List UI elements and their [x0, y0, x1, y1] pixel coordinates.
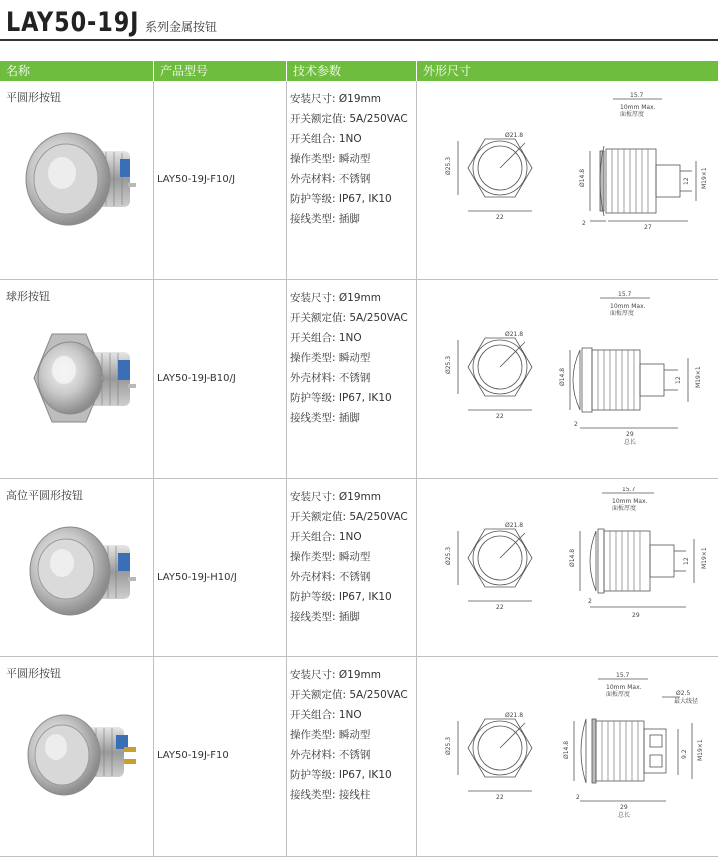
dim-label: 15.7	[618, 291, 632, 298]
spec-line: 外壳材料: 不锈钢	[290, 173, 371, 185]
product-name: 球形按钮	[6, 290, 50, 303]
spec-line: 操作类型: 瞬动型	[290, 729, 371, 741]
dim-label: 12	[683, 557, 690, 565]
spec-line: 操作类型: 瞬动型	[290, 352, 371, 364]
column-header-specs: 技术参数	[286, 61, 416, 81]
dim-label: M19×1	[701, 547, 708, 569]
dimension-drawing	[430, 290, 718, 465]
dim-label: Ø14.8	[569, 548, 576, 567]
spec-line: 安装尺寸: Ø19mm	[290, 491, 381, 503]
spec-line: 操作类型: 瞬动型	[290, 153, 371, 165]
table-header	[0, 61, 718, 81]
product-specs	[290, 665, 408, 805]
dim-label: 最大线径	[674, 698, 699, 705]
dim-label: Ø21.8	[505, 712, 524, 719]
dim-label: 22	[496, 604, 504, 611]
column-header-model: 产品型号	[153, 61, 286, 81]
product-photo	[20, 322, 142, 432]
spec-line: 开关额定值: 5A/250VAC	[290, 511, 408, 523]
spec-line: 接线类型: 插脚	[290, 412, 360, 424]
product-name: 高位平圆形按钮	[6, 489, 83, 502]
dim-label: 22	[496, 794, 504, 801]
dim-label: 12	[683, 177, 690, 185]
spec-line: 安装尺寸: Ø19mm	[290, 292, 381, 304]
spec-line: 开关组合: 1NO	[290, 531, 362, 543]
dim-label: Ø25.3	[445, 355, 452, 374]
dim-label: 面板厚度	[606, 691, 631, 698]
spec-line: 开关额定值: 5A/250VAC	[290, 113, 408, 125]
spec-line: 开关组合: 1NO	[290, 133, 362, 145]
dim-label: 29	[620, 804, 628, 811]
spec-line: 安装尺寸: Ø19mm	[290, 669, 381, 681]
spec-line: 外壳材料: 不锈钢	[290, 749, 371, 761]
spec-line: 外壳材料: 不锈钢	[290, 571, 371, 583]
column-header-dimensions: 外形尺寸	[416, 61, 718, 81]
dim-label: 15.7	[616, 672, 630, 679]
product-model: LAY50-19J-H10/J	[157, 572, 237, 583]
dim-label: 29	[626, 431, 634, 438]
dim-label: 10mm Max.	[612, 498, 648, 505]
spec-line: 接线类型: 插脚	[290, 611, 360, 623]
dim-label: Ø14.8	[559, 367, 566, 386]
dim-label: 27	[644, 224, 652, 231]
dim-label: 总长	[624, 439, 637, 446]
spec-line: 防护等级: IP67, IK10	[290, 193, 392, 205]
spec-line: 操作类型: 瞬动型	[290, 551, 371, 563]
product-model: LAY50-19J-F10	[157, 750, 229, 761]
dim-label: 面板厚度	[612, 505, 637, 512]
dim-label: 10mm Max.	[610, 303, 646, 310]
spec-line: 安装尺寸: Ø19mm	[290, 93, 381, 105]
dim-label: 12	[675, 376, 682, 384]
spec-line: 开关额定值: 5A/250VAC	[290, 689, 408, 701]
product-model: LAY50-19J-B10/J	[157, 373, 236, 384]
dim-label: 总长	[618, 812, 631, 819]
spec-line: 接线类型: 插脚	[290, 213, 360, 225]
product-photo	[20, 697, 142, 807]
dim-label: 2	[588, 598, 592, 605]
dim-label: 15.7	[630, 92, 644, 99]
spec-line: 开关额定值: 5A/250VAC	[290, 312, 408, 324]
product-name: 平圆形按钮	[6, 91, 61, 104]
product-model: LAY50-19J-F10/J	[157, 174, 236, 185]
spec-line: 开关组合: 1NO	[290, 332, 362, 344]
dim-label: 22	[496, 413, 504, 420]
product-specs	[290, 89, 408, 229]
dim-label: 22	[496, 214, 504, 221]
product-specs	[290, 288, 408, 428]
dim-label: M19×1	[697, 739, 704, 761]
dim-label: 2	[576, 794, 580, 801]
dim-label: 10mm Max.	[620, 104, 656, 111]
dim-label: Ø21.8	[505, 522, 524, 529]
spec-line: 防护等级: IP67, IK10	[290, 392, 392, 404]
series-subtitle: 系列金属按钮	[145, 20, 218, 34]
product-photo	[20, 517, 142, 627]
dim-label: 2	[582, 220, 586, 227]
dim-label: 10mm Max.	[606, 684, 642, 691]
dim-label: 面板厚度	[610, 310, 635, 317]
product-row	[0, 280, 718, 478]
dimension-drawing	[430, 667, 718, 842]
product-name: 平圆形按钮	[6, 667, 61, 680]
dim-label: Ø25.3	[445, 736, 452, 755]
dim-label: Ø14.8	[579, 168, 586, 187]
dim-label: Ø25.3	[445, 156, 452, 175]
document-title-block	[6, 4, 217, 38]
dimension-drawing	[430, 487, 718, 662]
dim-label: 面板厚度	[620, 111, 645, 118]
spec-line: 防护等级: IP67, IK10	[290, 591, 392, 603]
product-photo	[20, 123, 142, 233]
dim-label: Ø2.5	[676, 690, 691, 697]
dim-label: M19×1	[695, 366, 702, 388]
dim-label: Ø21.8	[505, 132, 524, 139]
product-specs	[290, 487, 408, 627]
spec-line: 开关组合: 1NO	[290, 709, 362, 721]
spec-line: 外壳材料: 不锈钢	[290, 372, 371, 384]
dim-label: 2	[574, 421, 578, 428]
product-row	[0, 479, 718, 656]
dimension-drawing	[430, 91, 718, 266]
dim-label: Ø21.8	[505, 331, 524, 338]
spec-line: 接线类型: 接线柱	[290, 789, 371, 801]
dim-label: 9.2	[681, 749, 688, 759]
series-title: LAY50-19J	[6, 7, 140, 38]
dim-label: M19×1	[701, 167, 708, 189]
product-row	[0, 657, 718, 856]
dim-label: Ø14.8	[563, 740, 570, 759]
title-divider	[0, 39, 718, 41]
column-header-name: 名称	[6, 64, 31, 78]
product-row	[0, 81, 718, 279]
dim-label: 29	[632, 612, 640, 619]
dim-label: 15.7	[622, 487, 636, 493]
dim-label: Ø25.3	[445, 546, 452, 565]
spec-line: 防护等级: IP67, IK10	[290, 769, 392, 781]
